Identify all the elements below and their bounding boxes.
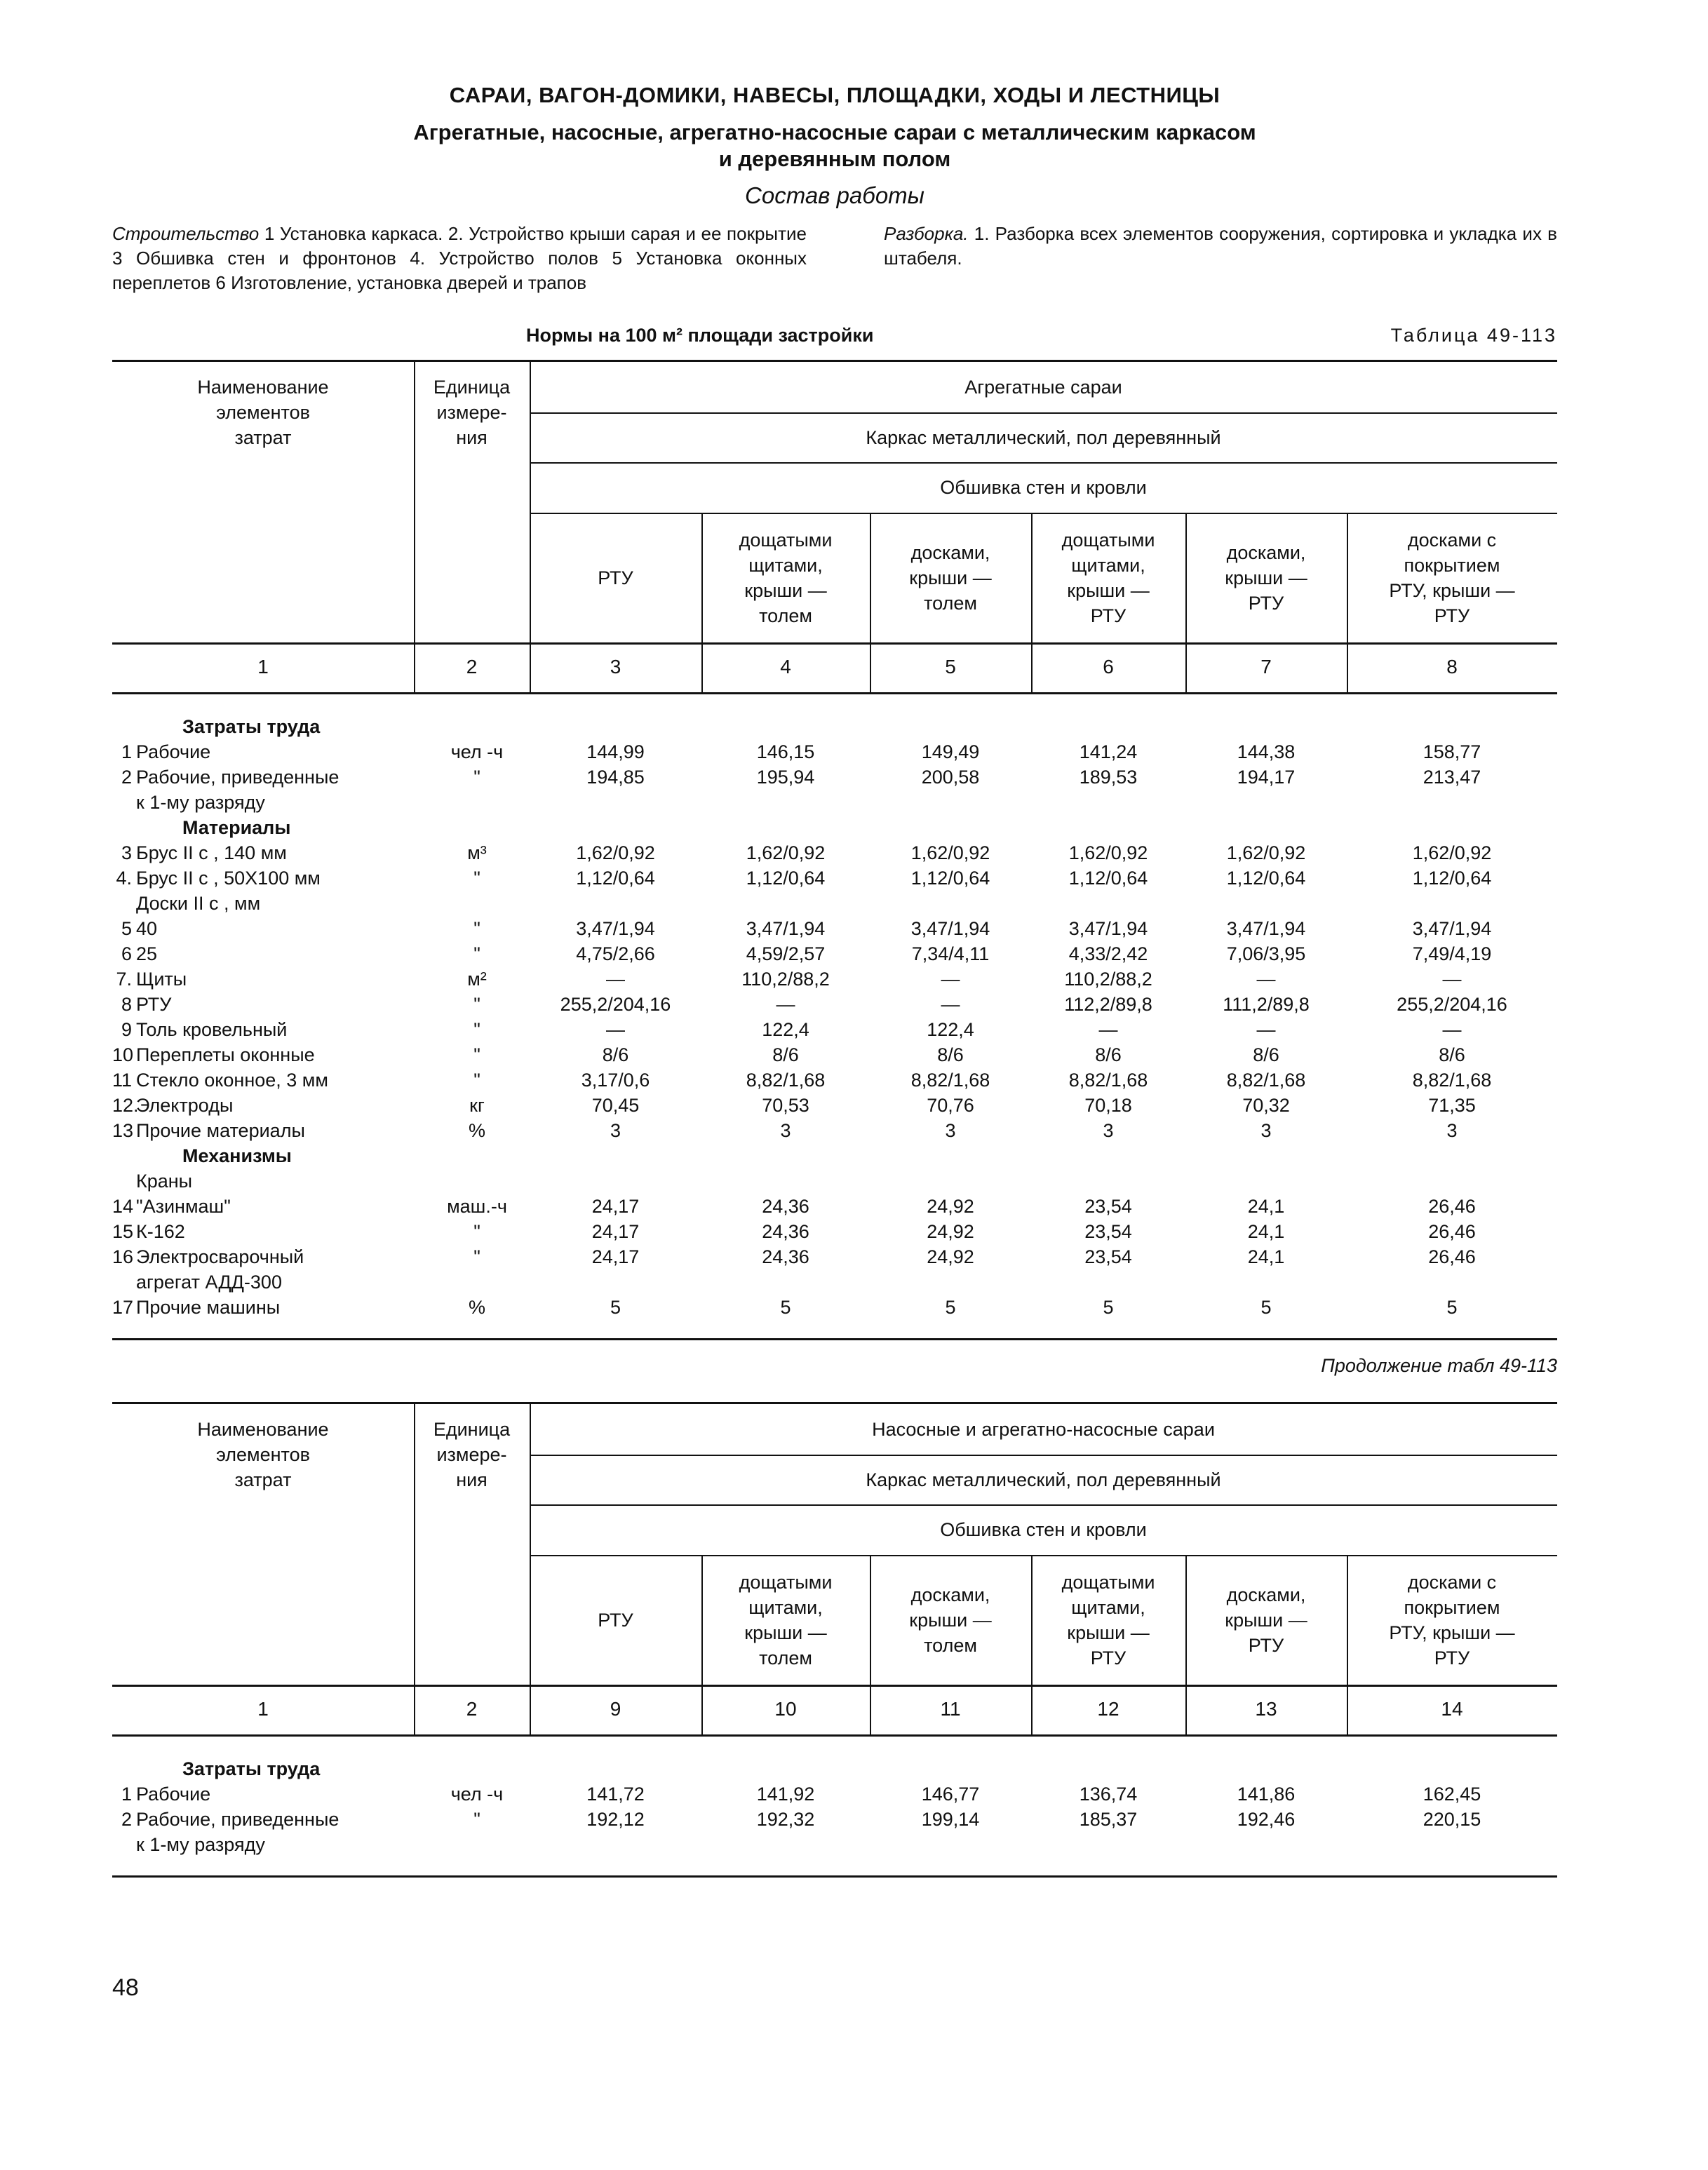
row-number: 6	[121, 943, 132, 964]
column-divider	[1031, 1687, 1033, 1734]
column-divider	[414, 1687, 415, 1734]
row-number: 12.	[112, 1095, 139, 1116]
cell-value: 146,77	[921, 1784, 980, 1805]
column-number: 12	[1097, 1698, 1119, 1720]
cell-value: 8,82/1,68	[1412, 1070, 1492, 1091]
header-rule	[530, 1504, 1557, 1506]
row-number: 15	[112, 1221, 134, 1242]
cell-value: 110,2/88,2	[741, 969, 830, 990]
dismantling-text: 1. Разборка всех элементов сооружения, сортировка и укладка их в штабеля.	[884, 223, 1557, 269]
row-unit: "	[473, 1221, 480, 1242]
row-number: 1	[121, 741, 132, 762]
row-name: Рабочие, приведенные	[136, 1809, 339, 1830]
dismantling-label: Разборка.	[884, 223, 969, 244]
row-name: агрегат АДД-300	[136, 1272, 282, 1293]
cell-value: 192,46	[1237, 1809, 1296, 1830]
row-unit: кг	[469, 1095, 485, 1116]
row-name: Стекло оконное, 3 мм	[136, 1070, 328, 1091]
row-number: 17	[112, 1297, 134, 1318]
row-unit: "	[473, 918, 480, 939]
cell-value: 1,12/0,64	[576, 868, 655, 889]
column-divider	[1347, 645, 1348, 692]
column-divider	[1185, 645, 1187, 692]
cell-value: 5	[1446, 1297, 1458, 1318]
row-name: Прочие материалы	[136, 1120, 305, 1141]
cell-value: 5	[610, 1297, 621, 1318]
subtitle-line-2: и деревянным полом	[718, 147, 951, 171]
cell-value: 24,17	[591, 1196, 640, 1217]
cell-value: 194,17	[1237, 767, 1296, 788]
cell-value: 192,12	[586, 1809, 645, 1830]
table-row	[112, 1093, 1557, 1118]
cell-value: 1,12/0,64	[1068, 868, 1148, 889]
section-heading-row	[112, 815, 1557, 840]
cell-value: 8/6	[772, 1044, 799, 1065]
table-row	[112, 1067, 1557, 1093]
table-row	[112, 1118, 1557, 1143]
sheathing-header: Обшивка стен и кровли	[940, 1519, 1147, 1540]
cell-value: 7,49/4,19	[1412, 943, 1492, 964]
header-rule	[530, 462, 1557, 464]
cell-value: 24,92	[927, 1196, 974, 1217]
column-divider	[1031, 645, 1033, 692]
column-divider	[530, 362, 531, 642]
cell-value: 24,1	[1247, 1246, 1285, 1267]
row-name: к 1-му разряду	[136, 1834, 265, 1855]
table-body	[112, 694, 1557, 1341]
row-number: 3	[121, 842, 132, 863]
cell-value: 3,47/1,94	[1068, 918, 1148, 939]
cell-value: 24,36	[762, 1221, 809, 1242]
header-rule	[530, 1555, 1557, 1556]
cell-value: 23,54	[1084, 1196, 1132, 1217]
cell-value: 110,2/88,2	[1064, 969, 1152, 990]
cell-value: 3	[1103, 1120, 1114, 1141]
row-name: Брус II с , 140 мм	[136, 842, 287, 863]
table-row	[112, 1017, 1557, 1042]
cell-value: 24,36	[762, 1246, 809, 1267]
table-row	[112, 992, 1557, 1017]
row-name: Щиты	[136, 969, 187, 990]
table-header	[112, 360, 1557, 642]
cell-value: 144,38	[1237, 741, 1296, 762]
cell-value: 8,82/1,68	[910, 1070, 990, 1091]
cell-value: 194,85	[586, 767, 645, 788]
header-rule	[530, 513, 1557, 514]
column-number: 4	[780, 656, 791, 678]
cell-value: 3,47/1,94	[1412, 918, 1492, 939]
table-end-rule	[112, 1338, 1557, 1340]
cell-value: 7,06/3,95	[1226, 943, 1306, 964]
table-row	[112, 916, 1557, 941]
row-name: Рабочие	[136, 741, 211, 762]
table-row	[112, 790, 1557, 815]
row-unit: "	[473, 868, 480, 889]
cell-value: 3,47/1,94	[576, 918, 655, 939]
variant-column-header: досками с покрытием РТУ, крыши — РТУ	[1389, 529, 1515, 626]
cell-value: —	[1098, 1019, 1118, 1040]
variant-column-header: досками, крыши — РТУ	[1225, 541, 1307, 614]
table-row	[112, 739, 1557, 764]
row-number: 13	[112, 1120, 134, 1141]
table-row	[112, 1042, 1557, 1067]
row-name: Толь кровельный	[136, 1019, 288, 1040]
cell-value: 26,46	[1428, 1221, 1476, 1242]
cell-value: 149,49	[921, 741, 980, 762]
col-name-header: Наименование элементов затрат	[197, 377, 329, 448]
cell-value: 1,12/0,64	[910, 868, 990, 889]
column-number: 2	[466, 1698, 478, 1720]
cell-value: 213,47	[1423, 767, 1481, 788]
column-number: 14	[1441, 1698, 1463, 1720]
sheathing-header: Обшивка стен и кровли	[940, 477, 1147, 498]
cell-value: 195,94	[756, 767, 815, 788]
cell-value: 141,72	[586, 1784, 645, 1805]
cell-value: 70,53	[762, 1095, 809, 1116]
cell-value: 5	[1260, 1297, 1272, 1318]
header-rule	[530, 412, 1557, 414]
column-divider	[530, 1404, 531, 1685]
column-number: 10	[774, 1698, 797, 1720]
work-composition	[112, 222, 1557, 295]
column-number: 5	[945, 656, 956, 678]
cell-value: 8,82/1,68	[1068, 1070, 1148, 1091]
column-divider	[701, 1687, 703, 1734]
norms-title: Нормы на 100 м² площади застройки	[526, 325, 874, 346]
page	[112, 63, 1557, 1878]
variant-column-header: досками, крыши — толем	[909, 541, 992, 614]
page-number: 48	[112, 1974, 139, 2001]
column-number: 1	[257, 1698, 269, 1720]
cell-value: 136,74	[1079, 1784, 1138, 1805]
cell-value: —	[1256, 969, 1276, 990]
section-heading-row	[112, 1756, 1557, 1781]
section-heading: Механизмы	[182, 1145, 292, 1166]
cell-value: 1,62/0,92	[576, 842, 655, 863]
row-unit: "	[473, 1044, 480, 1065]
variant-column-header: дощатыми щитами, крыши — РТУ	[1061, 529, 1155, 626]
table-row	[112, 1807, 1557, 1832]
cell-value: 185,37	[1079, 1809, 1138, 1830]
cell-value: 200,58	[921, 767, 980, 788]
dismantling-paragraph	[884, 222, 1557, 295]
table-row	[112, 1269, 1557, 1295]
cell-value: 220,15	[1423, 1809, 1481, 1830]
group-header: Насосные и агрегатно-насосные сараи	[872, 1419, 1215, 1440]
row-name: 40	[136, 918, 158, 939]
row-name: Рабочие, приведенные	[136, 767, 339, 788]
row-number: 16	[112, 1246, 134, 1267]
row-number: 14	[112, 1196, 134, 1217]
cell-value: 70,32	[1242, 1095, 1290, 1116]
row-number: 2	[121, 1809, 132, 1830]
row-unit: м³	[467, 842, 487, 863]
table-row	[112, 1832, 1557, 1857]
row-unit: "	[473, 1246, 480, 1267]
column-divider	[870, 1687, 871, 1734]
table-end-rule	[112, 1875, 1557, 1878]
row-name: Электроды	[136, 1095, 234, 1116]
cell-value: 162,45	[1423, 1784, 1481, 1805]
cell-value: —	[776, 994, 795, 1015]
cell-value: —	[1442, 1019, 1462, 1040]
column-divider	[530, 645, 531, 692]
construction-paragraph	[112, 222, 807, 295]
cell-value: 1,12/0,64	[1412, 868, 1492, 889]
subtitle-line-1: Агрегатные, насосные, агрегатно-насосные сараи с металлическим каркасом	[413, 120, 1256, 144]
column-number-row	[112, 1685, 1557, 1737]
row-number: 5	[121, 918, 132, 939]
cell-value: 141,92	[756, 1784, 815, 1805]
column-number: 3	[610, 656, 621, 678]
cell-value: 24,17	[591, 1221, 640, 1242]
cell-value: 112,2/89,8	[1064, 994, 1152, 1015]
cell-value: 1,62/0,92	[746, 842, 826, 863]
cell-value: 3	[610, 1120, 621, 1141]
row-unit: %	[468, 1120, 485, 1141]
column-divider	[530, 1687, 531, 1734]
cell-value: 1,12/0,64	[746, 868, 826, 889]
column-number-row	[112, 642, 1557, 694]
row-unit: "	[473, 767, 480, 788]
cell-value: 158,77	[1423, 741, 1481, 762]
row-name: К-162	[136, 1221, 185, 1242]
row-unit: м²	[467, 969, 487, 990]
column-number: 8	[1446, 656, 1458, 678]
section-heading: Затраты труда	[182, 716, 321, 737]
row-unit: "	[473, 1809, 480, 1830]
group-header: Агрегатные сараи	[964, 377, 1122, 398]
column-divider	[414, 645, 415, 692]
cell-value: 24,92	[927, 1246, 974, 1267]
row-name: Доски II с , мм	[136, 893, 261, 914]
column-number: 7	[1260, 656, 1272, 678]
variant-column-header: досками, крыши — толем	[909, 1584, 992, 1656]
table-row	[112, 941, 1557, 966]
cell-value: 4,33/2,42	[1068, 943, 1148, 964]
cell-value: 8/6	[1253, 1044, 1279, 1065]
row-name: 25	[136, 943, 158, 964]
row-unit: %	[468, 1297, 485, 1318]
section-heading-row	[112, 714, 1557, 739]
work-heading: Состав работы	[745, 182, 924, 208]
section-heading: Материалы	[182, 817, 291, 838]
cell-value: 8/6	[602, 1044, 629, 1065]
variant-column-header: дощатыми щитами, крыши — толем	[739, 529, 833, 626]
variant-column-header: дощатыми щитами, крыши — РТУ	[1061, 1571, 1155, 1669]
cell-value: 5	[1103, 1297, 1114, 1318]
cell-value: 24,17	[591, 1246, 640, 1267]
section-title: САРАИ, ВАГОН-ДОМИКИ, НАВЕСЫ, ПЛОЩАДКИ, ХОДЫ И ЛЕСТНИЦЫ	[449, 83, 1221, 107]
continuation-label: Продолжение табл 49-113	[1321, 1355, 1557, 1376]
column-number: 13	[1255, 1698, 1277, 1720]
cell-value: 70,18	[1084, 1095, 1132, 1116]
row-number: 2	[121, 767, 132, 788]
cell-value: 8/6	[937, 1044, 964, 1065]
cell-value: 1,62/0,92	[1068, 842, 1148, 863]
cell-value: 1,62/0,92	[1412, 842, 1492, 863]
table-row	[112, 966, 1557, 992]
row-name: РТУ	[136, 994, 172, 1015]
cell-value: 70,45	[591, 1095, 640, 1116]
cell-value: 192,32	[756, 1809, 815, 1830]
table-2	[112, 1402, 1557, 1878]
row-unit: маш.-ч	[447, 1196, 507, 1217]
cell-value: 189,53	[1079, 767, 1138, 788]
variant-column-header: РТУ	[598, 1609, 633, 1631]
column-number: 11	[940, 1698, 961, 1720]
table-body	[112, 1737, 1557, 1878]
row-number: 11	[112, 1070, 133, 1091]
cell-value: 8/6	[1095, 1044, 1122, 1065]
row-number: 7.	[116, 969, 132, 990]
cell-value: 23,54	[1084, 1246, 1132, 1267]
row-number: 4.	[116, 868, 132, 889]
cell-value: 8,82/1,68	[1226, 1070, 1306, 1091]
table-row	[112, 840, 1557, 865]
cell-value: 3,17/0,6	[581, 1070, 650, 1091]
cell-value: 146,15	[756, 741, 815, 762]
cell-value: —	[1442, 969, 1462, 990]
table-row	[112, 865, 1557, 891]
variant-column-header: досками, крыши — РТУ	[1225, 1584, 1307, 1656]
row-unit: чел -ч	[450, 1784, 504, 1805]
table-row	[112, 1219, 1557, 1244]
row-number: 1	[121, 1784, 132, 1805]
cell-value: 23,54	[1084, 1221, 1132, 1242]
cell-value: 71,35	[1428, 1095, 1476, 1116]
construction-text: 1 Установка каркаса. 2. Устройство крыши сарая и ее покрытие 3 Обшивка стен и фронтонов 4. Устройство полов 5 Установка оконных переплетов 6 Изготовление, установка дверей и трапов	[112, 223, 807, 293]
cell-value: 24,92	[927, 1221, 974, 1242]
cell-value: 141,86	[1237, 1784, 1296, 1805]
col-unit-header: Единица измере- ния	[433, 377, 511, 448]
column-divider	[1347, 1687, 1348, 1734]
column-divider	[701, 645, 703, 692]
cell-value: 26,46	[1428, 1246, 1476, 1267]
cell-value: 5	[780, 1297, 791, 1318]
row-name: Переплеты оконные	[136, 1044, 315, 1065]
row-name: Рабочие	[136, 1784, 211, 1805]
section-heading: Затраты труда	[182, 1758, 321, 1779]
cell-value: 122,4	[762, 1019, 809, 1040]
variant-column-header: дощатыми щитами, крыши — толем	[739, 1571, 833, 1669]
table-row	[112, 891, 1557, 916]
row-name: "Азинмаш"	[136, 1196, 231, 1217]
column-divider	[1185, 1687, 1187, 1734]
row-name: к 1-му разряду	[136, 792, 265, 813]
frame-header: Каркас металлический, пол деревянный	[866, 427, 1221, 448]
table-1	[112, 360, 1557, 1341]
cell-value: 1,62/0,92	[910, 842, 990, 863]
cell-value: 255,2/204,16	[560, 994, 671, 1015]
cell-value: —	[1256, 1019, 1276, 1040]
cell-value: —	[941, 969, 960, 990]
row-unit: "	[473, 943, 480, 964]
column-number: 2	[466, 656, 478, 678]
cell-value: 7,34/4,11	[911, 943, 990, 964]
row-unit: "	[473, 1019, 480, 1040]
cell-value: 111,2/89,8	[1223, 994, 1310, 1015]
col-unit-header: Единица измере- ния	[433, 1419, 511, 1490]
section-heading-row	[112, 1143, 1557, 1168]
cell-value: 5	[945, 1297, 956, 1318]
row-unit: "	[473, 1070, 480, 1091]
table-row	[112, 1194, 1557, 1219]
column-divider	[870, 645, 871, 692]
cell-value: 26,46	[1428, 1196, 1476, 1217]
row-unit: чел -ч	[450, 741, 504, 762]
col-name-header: Наименование элементов затрат	[197, 1419, 329, 1490]
cell-value: 255,2/204,16	[1397, 994, 1507, 1015]
cell-value: —	[606, 969, 625, 990]
table-row	[112, 1781, 1557, 1807]
row-number: 8	[121, 994, 132, 1015]
cell-value: 3	[1260, 1120, 1272, 1141]
column-number: 6	[1103, 656, 1114, 678]
cell-value: 3,47/1,94	[746, 918, 826, 939]
table-row	[112, 1295, 1557, 1320]
row-name: Прочие машины	[136, 1297, 281, 1318]
cell-value: 8/6	[1439, 1044, 1465, 1065]
row-number: 10	[112, 1044, 134, 1065]
cell-value: 3	[1446, 1120, 1458, 1141]
cell-value: 24,36	[762, 1196, 809, 1217]
row-name: Электросварочный	[136, 1246, 304, 1267]
cell-value: 1,62/0,92	[1226, 842, 1306, 863]
cell-value: 70,76	[927, 1095, 974, 1116]
cell-value: 24,1	[1247, 1221, 1285, 1242]
frame-header: Каркас металлический, пол деревянный	[866, 1469, 1221, 1490]
cell-value: 199,14	[921, 1809, 980, 1830]
cell-value: 3,47/1,94	[910, 918, 990, 939]
cell-value: 4,59/2,57	[746, 943, 826, 964]
cell-value: 8,82/1,68	[746, 1070, 826, 1091]
cell-value: 144,99	[586, 741, 645, 762]
cell-value: 3	[945, 1120, 956, 1141]
table-number: Таблица 49-113	[1390, 325, 1557, 346]
construction-label: Строительство	[112, 223, 260, 244]
row-number: 9	[121, 1019, 132, 1040]
table-row	[112, 764, 1557, 790]
column-number: 1	[257, 656, 269, 678]
cell-value: 24,1	[1247, 1196, 1285, 1217]
cell-value: 4,75/2,66	[576, 943, 655, 964]
cell-value: 3,47/1,94	[1226, 918, 1306, 939]
cell-value: 1,12/0,64	[1226, 868, 1306, 889]
cell-value: 3	[780, 1120, 791, 1141]
norms-row	[112, 325, 1557, 353]
table-row	[112, 1168, 1557, 1194]
cell-value: —	[606, 1019, 625, 1040]
variant-column-header: досками с покрытием РТУ, крыши — РТУ	[1389, 1571, 1515, 1669]
cell-value: 122,4	[927, 1019, 974, 1040]
variant-column-header: РТУ	[598, 567, 633, 588]
row-name: Краны	[136, 1171, 193, 1192]
column-number: 9	[610, 1698, 621, 1720]
table-row	[112, 1244, 1557, 1269]
header-rule	[530, 1455, 1557, 1456]
cell-value: —	[941, 994, 960, 1015]
row-name: Брус II с , 50X100 мм	[136, 868, 321, 889]
table-header	[112, 1402, 1557, 1685]
cell-value: 141,24	[1079, 741, 1138, 762]
row-unit: "	[473, 994, 480, 1015]
